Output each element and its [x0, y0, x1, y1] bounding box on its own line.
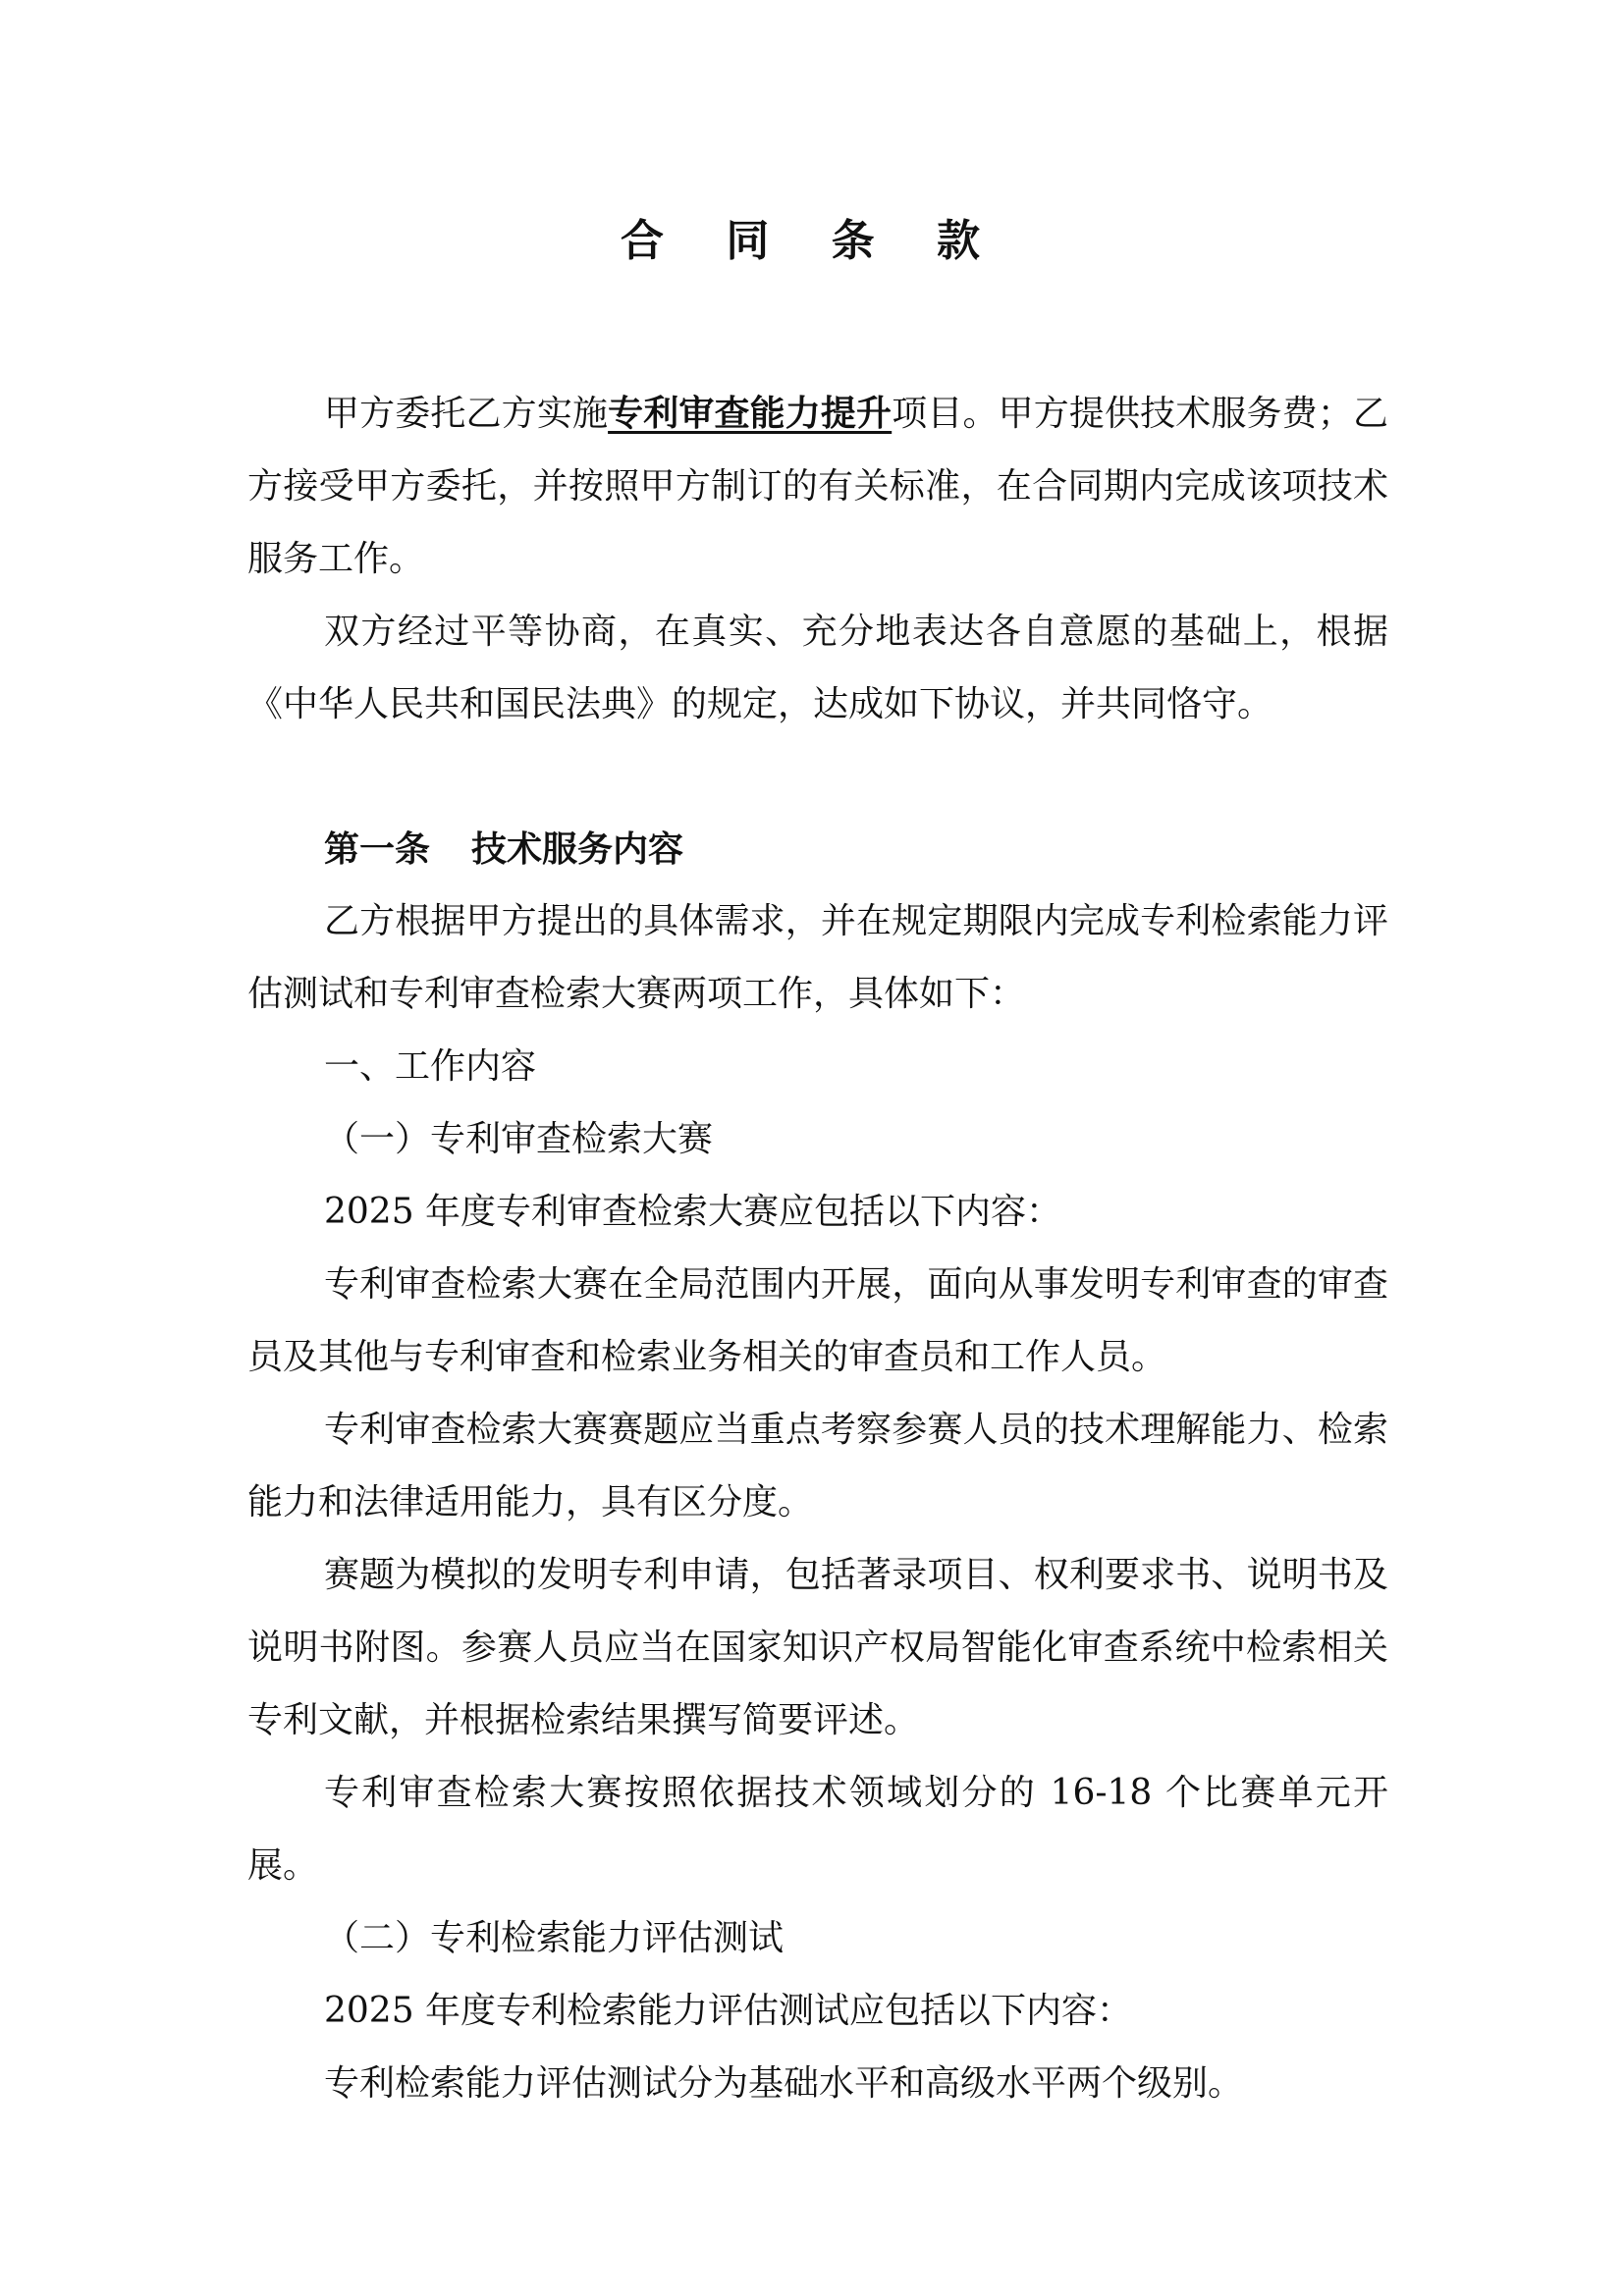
intro-p1-after: 项目。甲方提供技术服务费；乙方接受甲方委托，并按照甲方制订的有关标准，在合同期内完成该项技术服务工作。 — [247, 394, 1388, 579]
subsection-1-paragraph-4: 赛题为模拟的发明专利申请，包括著录项目、权利要求书、说明书及说明书附图。参赛人员应当在国家知识产权局智能化审查系统中检索相关专利文献，并根据检索结果撰写简要评述。 — [247, 1555, 1388, 1740]
intro-paragraph-2: 双方经过平等协商，在真实、充分地表达各自意愿的基础上，根据《中华人民共和国民法典》的规定，达成如下协议，并共同恪守。 — [247, 612, 1388, 724]
article-1-heading — [247, 813, 1388, 885]
article-1-number: 第一条 — [324, 828, 431, 870]
subsection-1-paragraph-1: 2025 年度专利审查检索大赛应包括以下内容： — [324, 1192, 1062, 1232]
document-title: 合 同 条 款 — [621, 216, 1003, 266]
intro-paragraph-1 — [247, 377, 1388, 596]
article-1-title: 技术服务内容 — [471, 828, 684, 870]
subsection-2-heading: （二）专利检索能力评估测试 — [324, 1918, 785, 1958]
subsection-1-paragraph-5: 专利审查检索大赛按照依据技术领域划分的 16-18 个比赛单元开展。 — [247, 1773, 1388, 1886]
subsection-1-paragraph-3: 专利审查检索大赛赛题应当重点考察参赛人员的技术理解能力、检索能力和法律适用能力，具有区分度。 — [247, 1410, 1388, 1522]
subsection-2-paragraph-2: 专利检索能力评估测试分为基础水平和高级水平两个级别。 — [324, 2063, 1244, 2104]
subsection-2-paragraph-1: 2025 年度专利检索能力评估测试应包括以下内容： — [324, 1991, 1133, 2031]
article-1-intro: 乙方根据甲方提出的具体需求，并在规定期限内完成专利检索能力评估测试和专利审查检索大赛两项工作，具体如下： — [247, 901, 1388, 1014]
intro-section — [247, 377, 1388, 741]
section-1-heading: 一、工作内容 — [324, 1046, 537, 1087]
intro-p1-before: 甲方委托乙方实施 — [324, 394, 609, 434]
subsection-1-heading: （一）专利审查检索大赛 — [324, 1119, 714, 1159]
subsection-1-paragraph-2: 专利审查检索大赛在全局范围内开展，面向从事发明专利审查的审查员及其他与专利审查和检索业务相关的审查员和工作人员。 — [247, 1264, 1388, 1377]
article-1-section — [247, 813, 1388, 2120]
project-name: 专利审查能力提升 — [608, 393, 893, 434]
